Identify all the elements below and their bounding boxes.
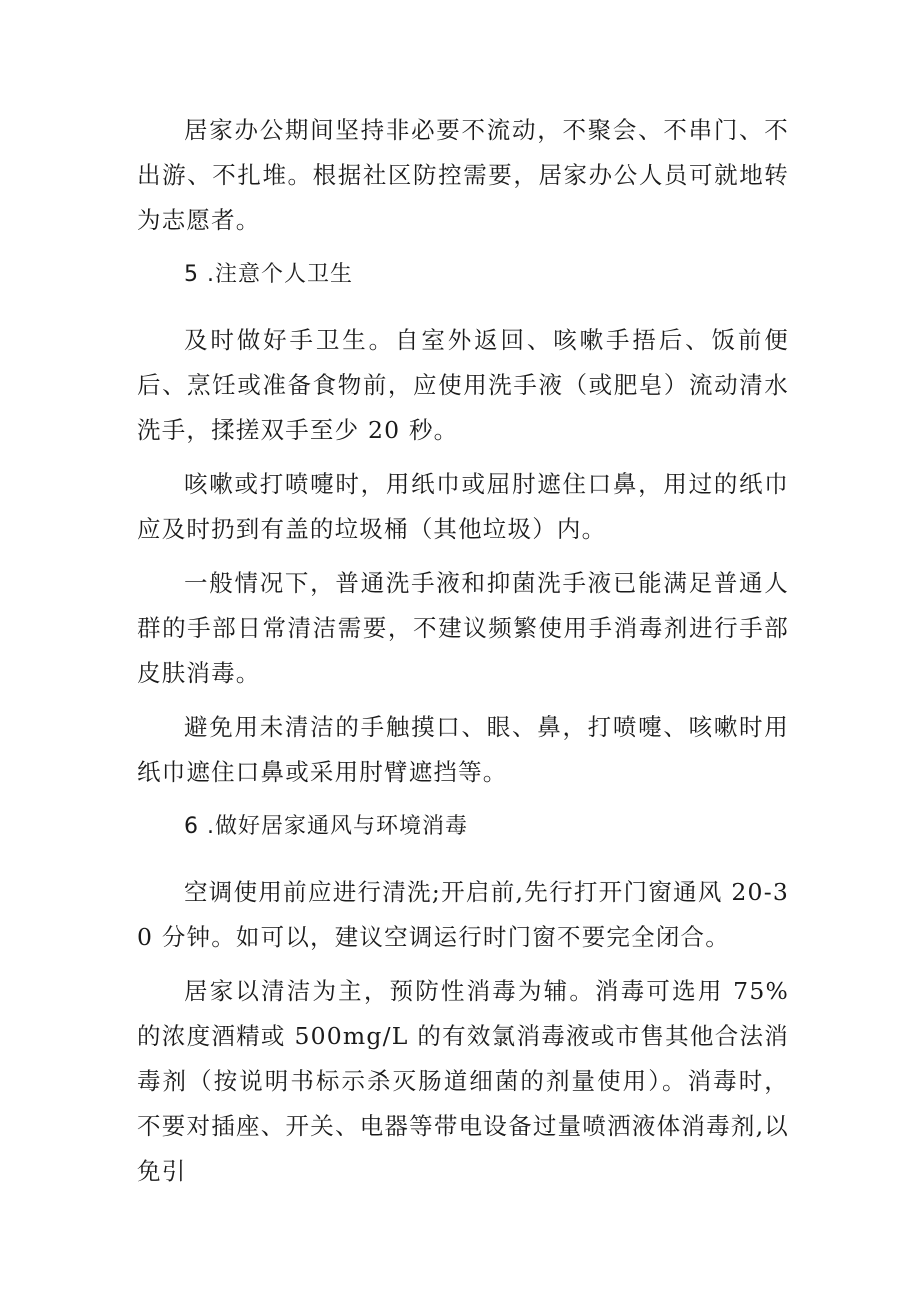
spacer bbox=[137, 960, 789, 969]
paragraph-hand-sanitizer: 一般情况下，普通洗手液和抑菌洗手液已能满足普通人群的手部日常清洁需要，不建议频繁使用手消毒剂进行手部皮肤消毒。 bbox=[137, 569, 789, 687]
spacer bbox=[137, 453, 789, 462]
spacer bbox=[137, 243, 789, 252]
paragraph-disinfection: 居家以清洁为主，预防性消毒为辅。消毒可选用 75%的浓度酒精或 500mg/L 的有效氯消毒液或市售其他合法消毒剂（按说明书标示杀灭肠道细菌的剂量使用）。消毒时，不要对插座、开关、电器等带电设备过量喷洒液体消毒剂,以免引 bbox=[137, 977, 789, 1185]
paragraph-hand-hygiene: 及时做好手卫生。自室外返回、咳嗽手捂后、饭前便后、烹饪或准备食物前，应使用洗手液（或肥皂）流动清水洗手，揉搓双手至少 20 秒。 bbox=[137, 326, 789, 444]
spacer bbox=[137, 849, 789, 870]
spacer bbox=[137, 696, 789, 705]
spacer bbox=[137, 297, 789, 318]
section-heading-6: 6 .做好居家通风与环境消毒 bbox=[184, 814, 468, 839]
paragraph-avoid-touching: 避免用未清洁的手触摸口、眼、鼻，打喷嚏、咳嗽时用纸巾遮住口鼻或采用肘臂遮挡等。 bbox=[137, 713, 789, 786]
paragraph-air-conditioning: 空调使用前应进行清洗;开启前,先行打开门窗通风 20-30 分钟。如可以，建议空调运行时门窗不要完全闭合。 bbox=[137, 878, 789, 951]
section-heading-5: 5 .注意个人卫生 bbox=[184, 262, 353, 287]
paragraph-stay-home: 居家办公期间坚持非必要不流动，不聚会、不串门、不出游、不扎堆。根据社区防控需要，居家办公人员可就地转为志愿者。 bbox=[137, 116, 789, 234]
spacer bbox=[137, 552, 789, 561]
document-body bbox=[137, 108, 789, 1194]
paragraph-cough-sneeze: 咳嗽或打喷嚏时，用纸巾或屈肘遮住口鼻，用过的纸巾应及时扔到有盖的垃圾桶（其他垃圾）内。 bbox=[137, 470, 789, 543]
spacer bbox=[137, 795, 789, 804]
